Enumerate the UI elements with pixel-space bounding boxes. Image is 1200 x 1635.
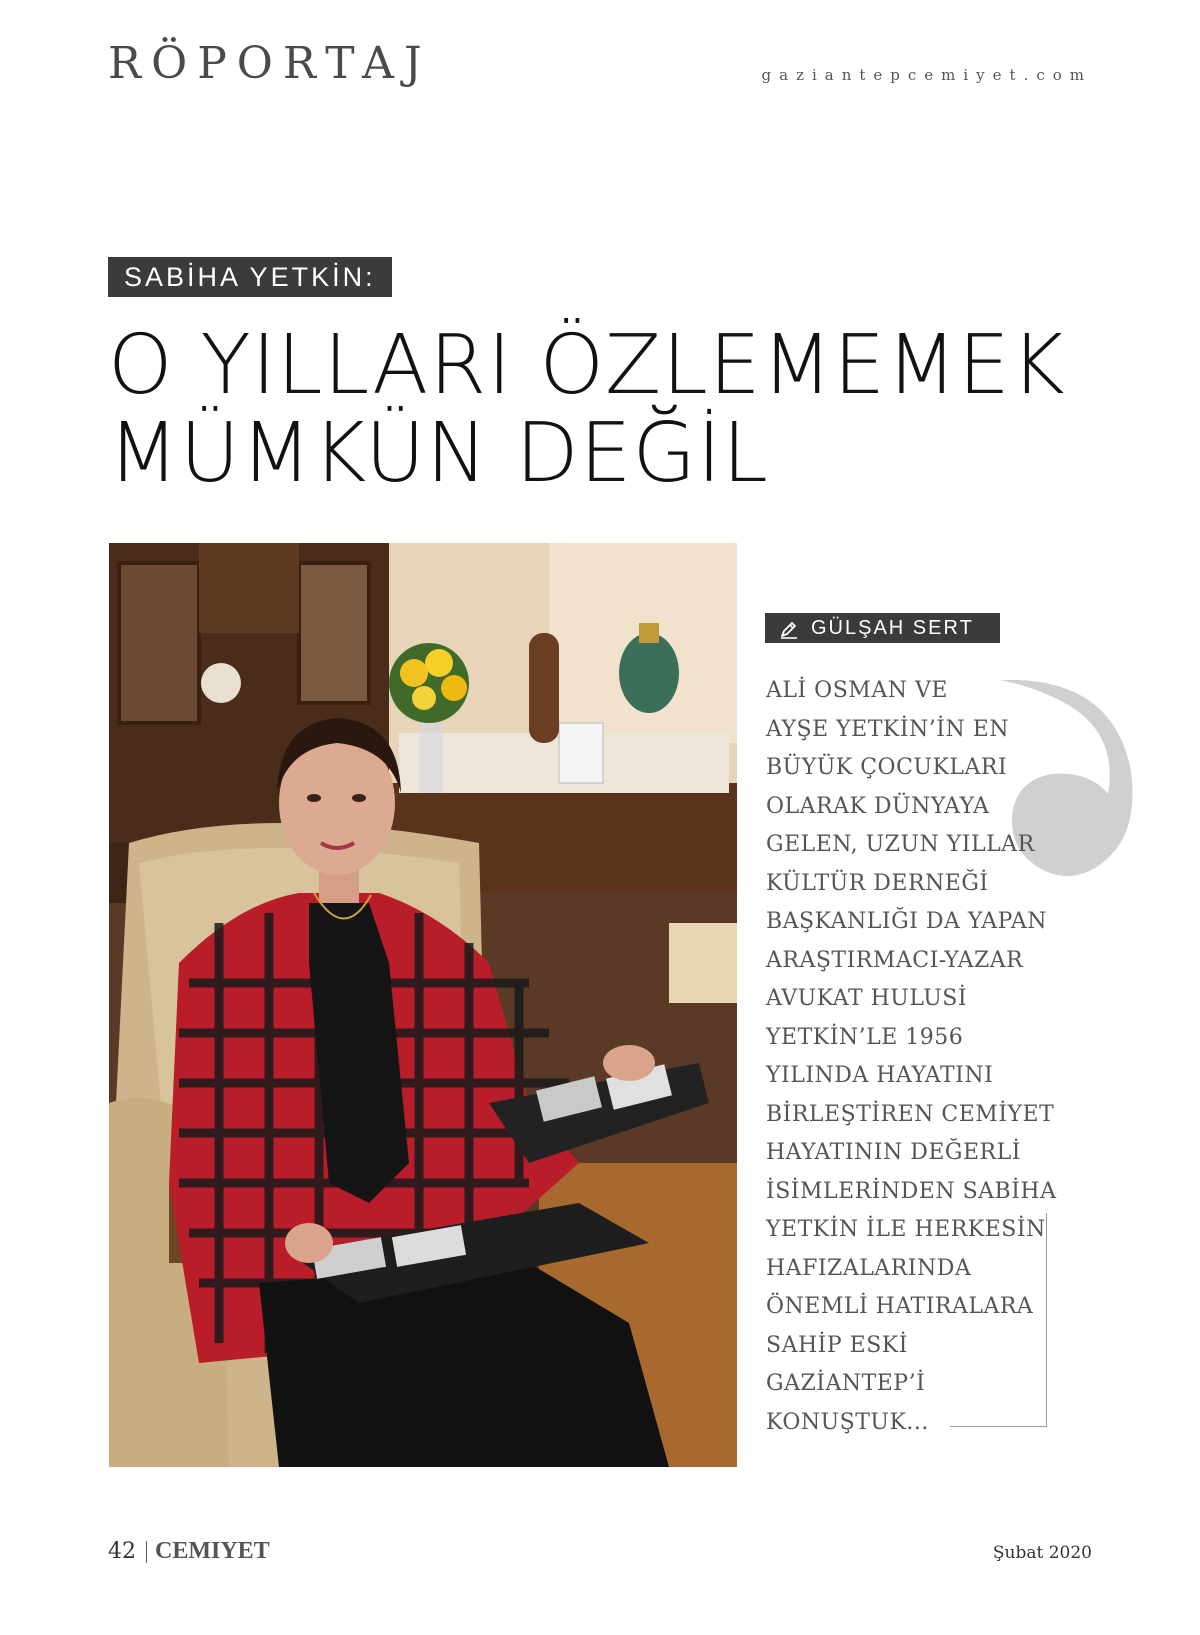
headline-line-2: MÜMKÜN DEĞİL <box>108 406 769 501</box>
intro-line: KÜLTÜR DERNEĞİ <box>766 870 989 896</box>
intro-line: KONUŞTUK... <box>766 1409 929 1435</box>
intro-line: ÖNEMLİ HATIRALARA <box>766 1294 1034 1319</box>
intro-line: ARAŞTIRMACI-YAZAR <box>766 947 1024 973</box>
intro-line: BÜYÜK ÇOCUKLARI <box>766 755 1008 780</box>
section-label: RÖPORTAJ <box>108 38 432 89</box>
intro-line: HAYATININ DEĞERLİ <box>766 1140 1021 1165</box>
page-footer-left <box>108 1538 270 1565</box>
intro-line: OLARAK DÜNYAYA <box>766 793 990 819</box>
intro-line: ALİ OSMAN VE <box>766 678 948 703</box>
intro-line: HAFIZALARINDA <box>766 1255 972 1281</box>
magazine-brand: CEMIYET <box>155 1538 270 1564</box>
article-kicker: SABİHA YETKİN: <box>108 257 392 297</box>
page-number: 42 <box>108 1539 136 1564</box>
article-headline <box>108 318 1108 501</box>
intro-line: İSİMLERİNDEN SABİHA <box>766 1178 1057 1204</box>
intro-line: GELEN, UZUN YILLAR <box>766 832 1035 857</box>
decorative-bracket <box>950 1213 1047 1427</box>
pen-icon <box>779 618 799 638</box>
intro-line: BİRLEŞTİREN CEMİYET <box>766 1101 1055 1127</box>
intro-line: YILINDA HAYATINI <box>766 1063 994 1088</box>
intro-line: BAŞKANLIĞI DA YAPAN <box>766 909 1048 934</box>
site-url: gaziantepcemiyet.com <box>761 66 1092 84</box>
author-byline <box>765 613 1000 643</box>
author-name: GÜLŞAH SERT <box>811 617 974 639</box>
intro-line: GAZİANTEP’İ <box>766 1371 926 1396</box>
intro-line: SAHİP ESKİ <box>766 1332 908 1358</box>
intro-line: YETKİN İLE HERKESİN <box>766 1217 1046 1242</box>
headline-line-1: O YILLARI ÖZLEMEMEK <box>108 318 1066 413</box>
intro-line: AVUKAT HULUSİ <box>766 986 968 1011</box>
intro-line: AYŞE YETKİN’İN EN <box>766 716 1010 742</box>
footer-divider <box>146 1541 147 1563</box>
issue-date: Şubat 2020 <box>992 1543 1092 1563</box>
intro-line: YETKİN’LE 1956 <box>766 1024 964 1050</box>
interview-photo <box>109 543 737 1467</box>
